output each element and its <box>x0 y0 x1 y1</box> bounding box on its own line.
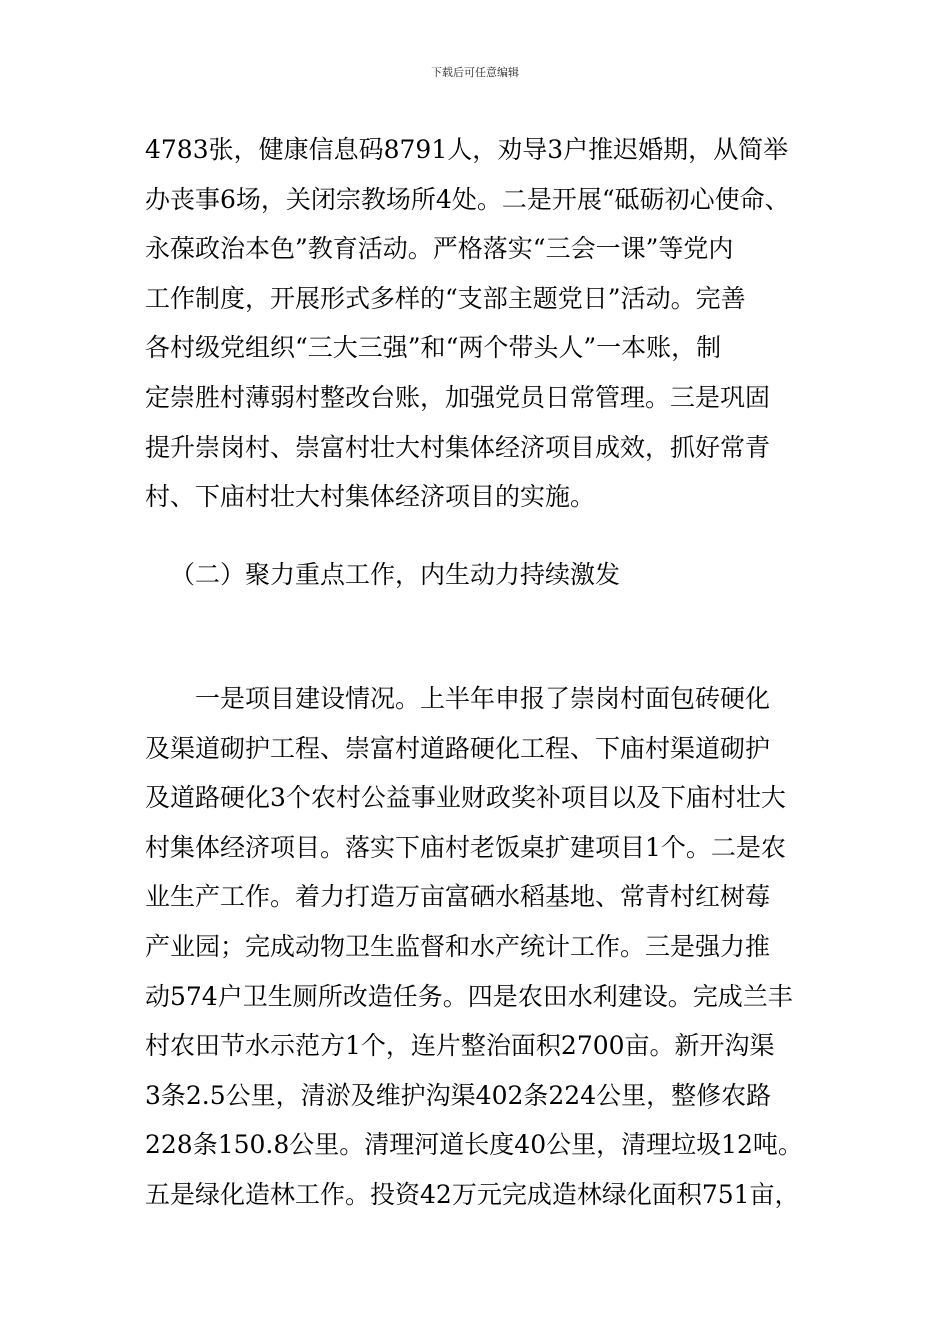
paragraph-line: 村农田节水示范方1个，连片整治面积2700亩。新开沟渠 <box>145 1031 775 1061</box>
body-paragraph-2 <box>145 674 825 1220</box>
page-header-note: 下载后可任意编辑 <box>431 66 519 79</box>
paragraph-line: 3条2.5公里，清淤及维护沟渠402条224公里，整修农路 <box>145 1080 772 1110</box>
paragraph-line: 办丧事6场，关闭宗教场所4处。二是开展“砥砺初心使命、 <box>145 184 790 214</box>
paragraph-line: 228条150.8公里。清理河道长度40公里，清理垃圾12吨。 <box>145 1130 803 1160</box>
paragraph-line: 一是项目建设情况。上半年申报了崇岗村面包砖硬化 <box>145 684 771 713</box>
paragraph-line: 工作制度，开展形式多样的“支部主题党日”活动。完善 <box>145 283 746 313</box>
paragraph-line: 提升崇岗村、崇富村壮大村集体经济项目成效，抓好常青 <box>145 432 771 462</box>
paragraph-line: 动574户卫生厕所改造任务。四是农田水利建设。完成兰丰 <box>145 981 793 1011</box>
paragraph-line: 各村级党组织“三大三强”和“两个带头人”一本账，制 <box>145 333 722 363</box>
paragraph-line: 产业园；完成动物卫生监督和水产统计工作。三是强力推 <box>145 931 771 961</box>
paragraph-line: 4783张，健康信息码8791人，劝导3户推迟婚期，从简举 <box>145 135 789 164</box>
paragraph-line: 定崇胜村薄弱村整改台账，加强党员日常管理。三是巩固 <box>145 382 771 412</box>
section-heading-text: （二）聚力重点工作，内生动力持续激发 <box>170 560 621 589</box>
section-heading <box>145 550 825 600</box>
paragraph-line: 村集体经济项目。落实下庙村老饭桌扩建项目1个。二是农 <box>145 832 786 862</box>
paragraph-line: 业生产工作。着力打造万亩富硒水稻基地、常青村红树莓 <box>145 882 771 912</box>
paragraph-line: 及渠道砌护工程、崇富村道路硬化工程、下庙村渠道砌护 <box>145 733 771 763</box>
paragraph-line: 及道路硬化3个农村公益事业财政奖补项目以及下庙村壮大 <box>145 783 786 813</box>
paragraph-line: 永葆政治本色”教育活动。严格落实“三会一课”等党内 <box>145 234 734 264</box>
paragraph-line: 村、下庙村壮大村集体经济项目的实施。 <box>145 482 596 512</box>
paragraph-line: 五是绿化造林工作。投资42万元完成造林绿化面积751亩， <box>145 1179 800 1209</box>
body-paragraph-1 <box>145 125 825 522</box>
